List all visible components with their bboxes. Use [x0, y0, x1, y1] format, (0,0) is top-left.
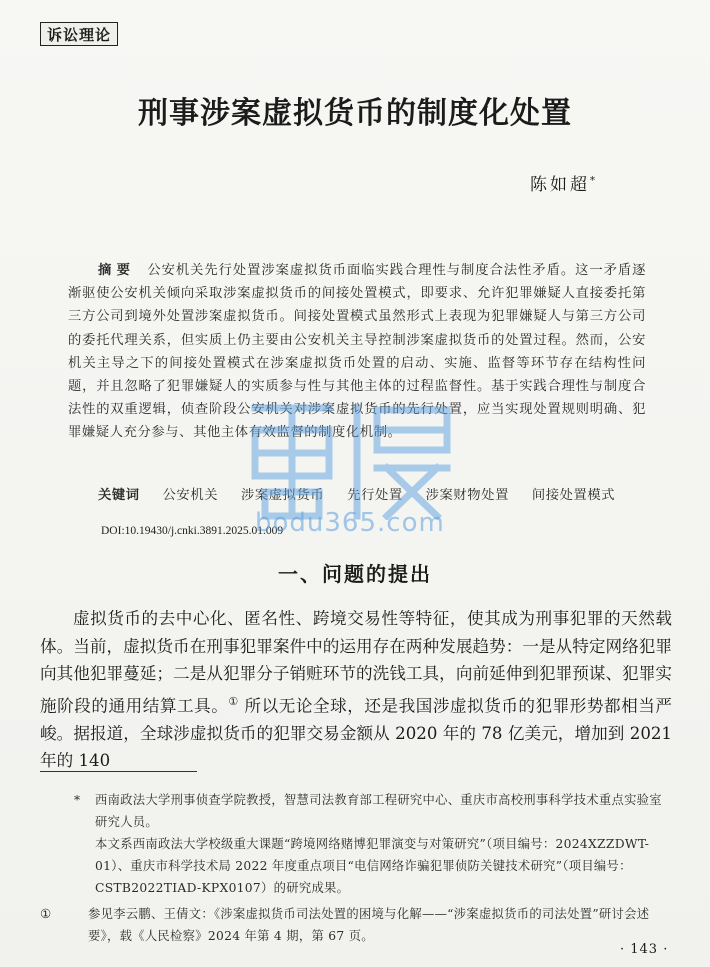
watermark-site: bodu365.com	[255, 508, 445, 538]
footnote-1	[40, 903, 672, 947]
section-heading: 一、问题的提出	[278, 562, 432, 586]
author-footnote-mark: *	[590, 175, 598, 187]
footnotes	[40, 789, 672, 947]
abstract	[68, 259, 646, 445]
footnote-divider	[40, 771, 197, 772]
author-footnote	[40, 789, 672, 899]
abstract-text: 公安机关先行处置涉案虚拟货币面临实践合理性与制度合法性矛盾。这一矛盾逐渐驱使公安机关倾向采取涉案虚拟货币的间接处置模式，即要求、允许犯罪嫌疑人直接委托第三方公司到境外处置涉案虚拟货币。间接处置模式虽然形式上表现为犯罪嫌疑人与第三方公司的委托代理关系，但实质上仍主要由公安机关主导控制涉案虚拟货币的处置过程。然而，公安机关主导之下的间接处置模式在涉案虚拟货币处置的启动、实施、监督等环节存在结构性问题，并且忽略了犯罪嫌疑人的实质参与性与其他主体的过程监督性。基于实践合理性与制度合法性的双重逻辑，侦查阶段公安机关对涉案虚拟货币的先行处置，应当实现处置规则明确、犯罪嫌疑人充分参与、其他主体有效监督的制度化机制。	[68, 263, 647, 441]
article-title: 刑事涉案虚拟货币的制度化处置	[138, 96, 572, 131]
keyword: 涉案虚拟货币	[240, 488, 325, 503]
keyword: 间接处置模式	[531, 488, 616, 503]
footnote-text: 参见李云鹏、王倩文：《涉案虚拟货币司法处置的困境与化解——“涉案虚拟货币的司法处置”研讨会述要》，载《人民检察》2024 年第 4 期，第 67 页。	[88, 907, 650, 943]
body-text	[40, 605, 672, 775]
footnote-number: ①	[40, 907, 52, 921]
keyword: 涉案财物处置	[425, 488, 509, 503]
page-number: · 143 ·	[620, 942, 669, 957]
keywords	[98, 484, 658, 503]
section-tag: 诉讼理论	[40, 22, 118, 46]
doi: DOI:10.19430/j.cnki.3891.2025.01.009	[101, 525, 284, 537]
funding-note: 本文系西南政法大学校级重大课题“跨境网络赌博犯罪演变与对策研究”（项目编号：2024XZZDWT-01）、重庆市科学技术局 2022 年度重点项目“电信网络诈骗犯罪侦防关键技术研究”（项目编号：CSTB2022TIAD-KPX0107）的研究成果。	[95, 837, 650, 895]
author-affiliation: 西南政法大学刑事侦查学院教授，智慧司法教育部工程研究中心、重庆市高校刑事科学技术重点实验室研究人员。	[95, 793, 662, 829]
body-text-part: 所以无论全球，还是我国涉虚拟货币的犯罪形势都相当严峻。据报道，全球涉虚拟货币的犯罪交易金额从 2020 年的 78 亿美元，增加到 2021 年的 140	[40, 696, 672, 771]
author-text: 陈如超	[530, 175, 590, 195]
keyword: 公安机关	[162, 488, 219, 503]
keywords-label: 关键词	[98, 488, 140, 503]
keyword: 先行处置	[347, 488, 403, 503]
abstract-label: 摘要	[98, 263, 136, 278]
body-paragraph	[40, 605, 672, 775]
footnote-star-mark: *	[74, 793, 81, 807]
body-text-part: 虚拟货币的去中心化、匿名性、跨境交易性等特征，使其成为刑事犯罪的天然载体。当前，虚拟货币在刑事犯罪案件中的运用存在两种发展趋势：一是从特定网络犯罪向其他犯罪蔓延；二是从犯罪分子销赃环节的洗钱工具，向前延伸到犯罪预谋、犯罪实施阶段的通用结算工具。	[40, 609, 672, 716]
footnote-ref[interactable]: ①	[228, 694, 239, 708]
author-name	[530, 170, 598, 195]
